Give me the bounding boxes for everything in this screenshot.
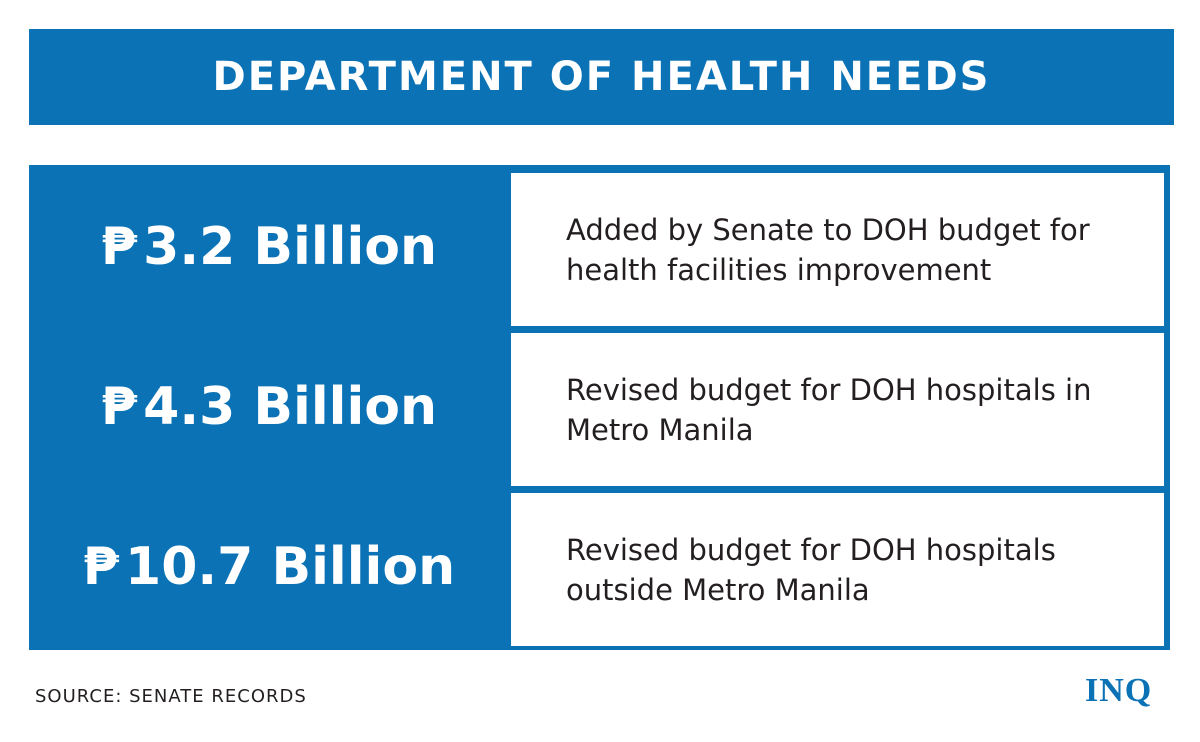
amount-value [101,377,437,437]
table-row [29,489,1170,644]
inq-logo: INQ [1085,672,1153,709]
amount-text: 10.7 Billion [125,536,456,597]
title-banner [29,29,1174,125]
peso-sign: ₱ [100,376,138,437]
description-text: Revised budget for DOH hospitals in Metro Manila [566,372,1092,447]
amount-value [83,537,455,597]
page-title: DEPARTMENT OF HEALTH NEEDS [212,54,991,100]
amount-text: 4.3 Billion [143,376,438,437]
description-text: Added by Senate to DOH budget for health facilities improvement [566,212,1090,287]
amount-cell [29,169,509,324]
peso-sign: ₱ [100,216,138,277]
description-cell [511,173,1164,326]
amount-value [101,217,437,277]
table-row [29,329,1170,484]
amount-text: 3.2 Billion [143,216,438,277]
description-cell [511,493,1164,646]
description-cell [511,333,1164,486]
description-text: Revised budget for DOH hospitals outside Metro Manila [566,532,1056,607]
table-row [29,169,1170,324]
peso-sign: ₱ [82,536,120,597]
amount-cell [29,329,509,484]
amount-cell [29,489,509,644]
source-note: SOURCE: SENATE RECORDS [35,686,307,707]
budget-table [29,165,1170,650]
